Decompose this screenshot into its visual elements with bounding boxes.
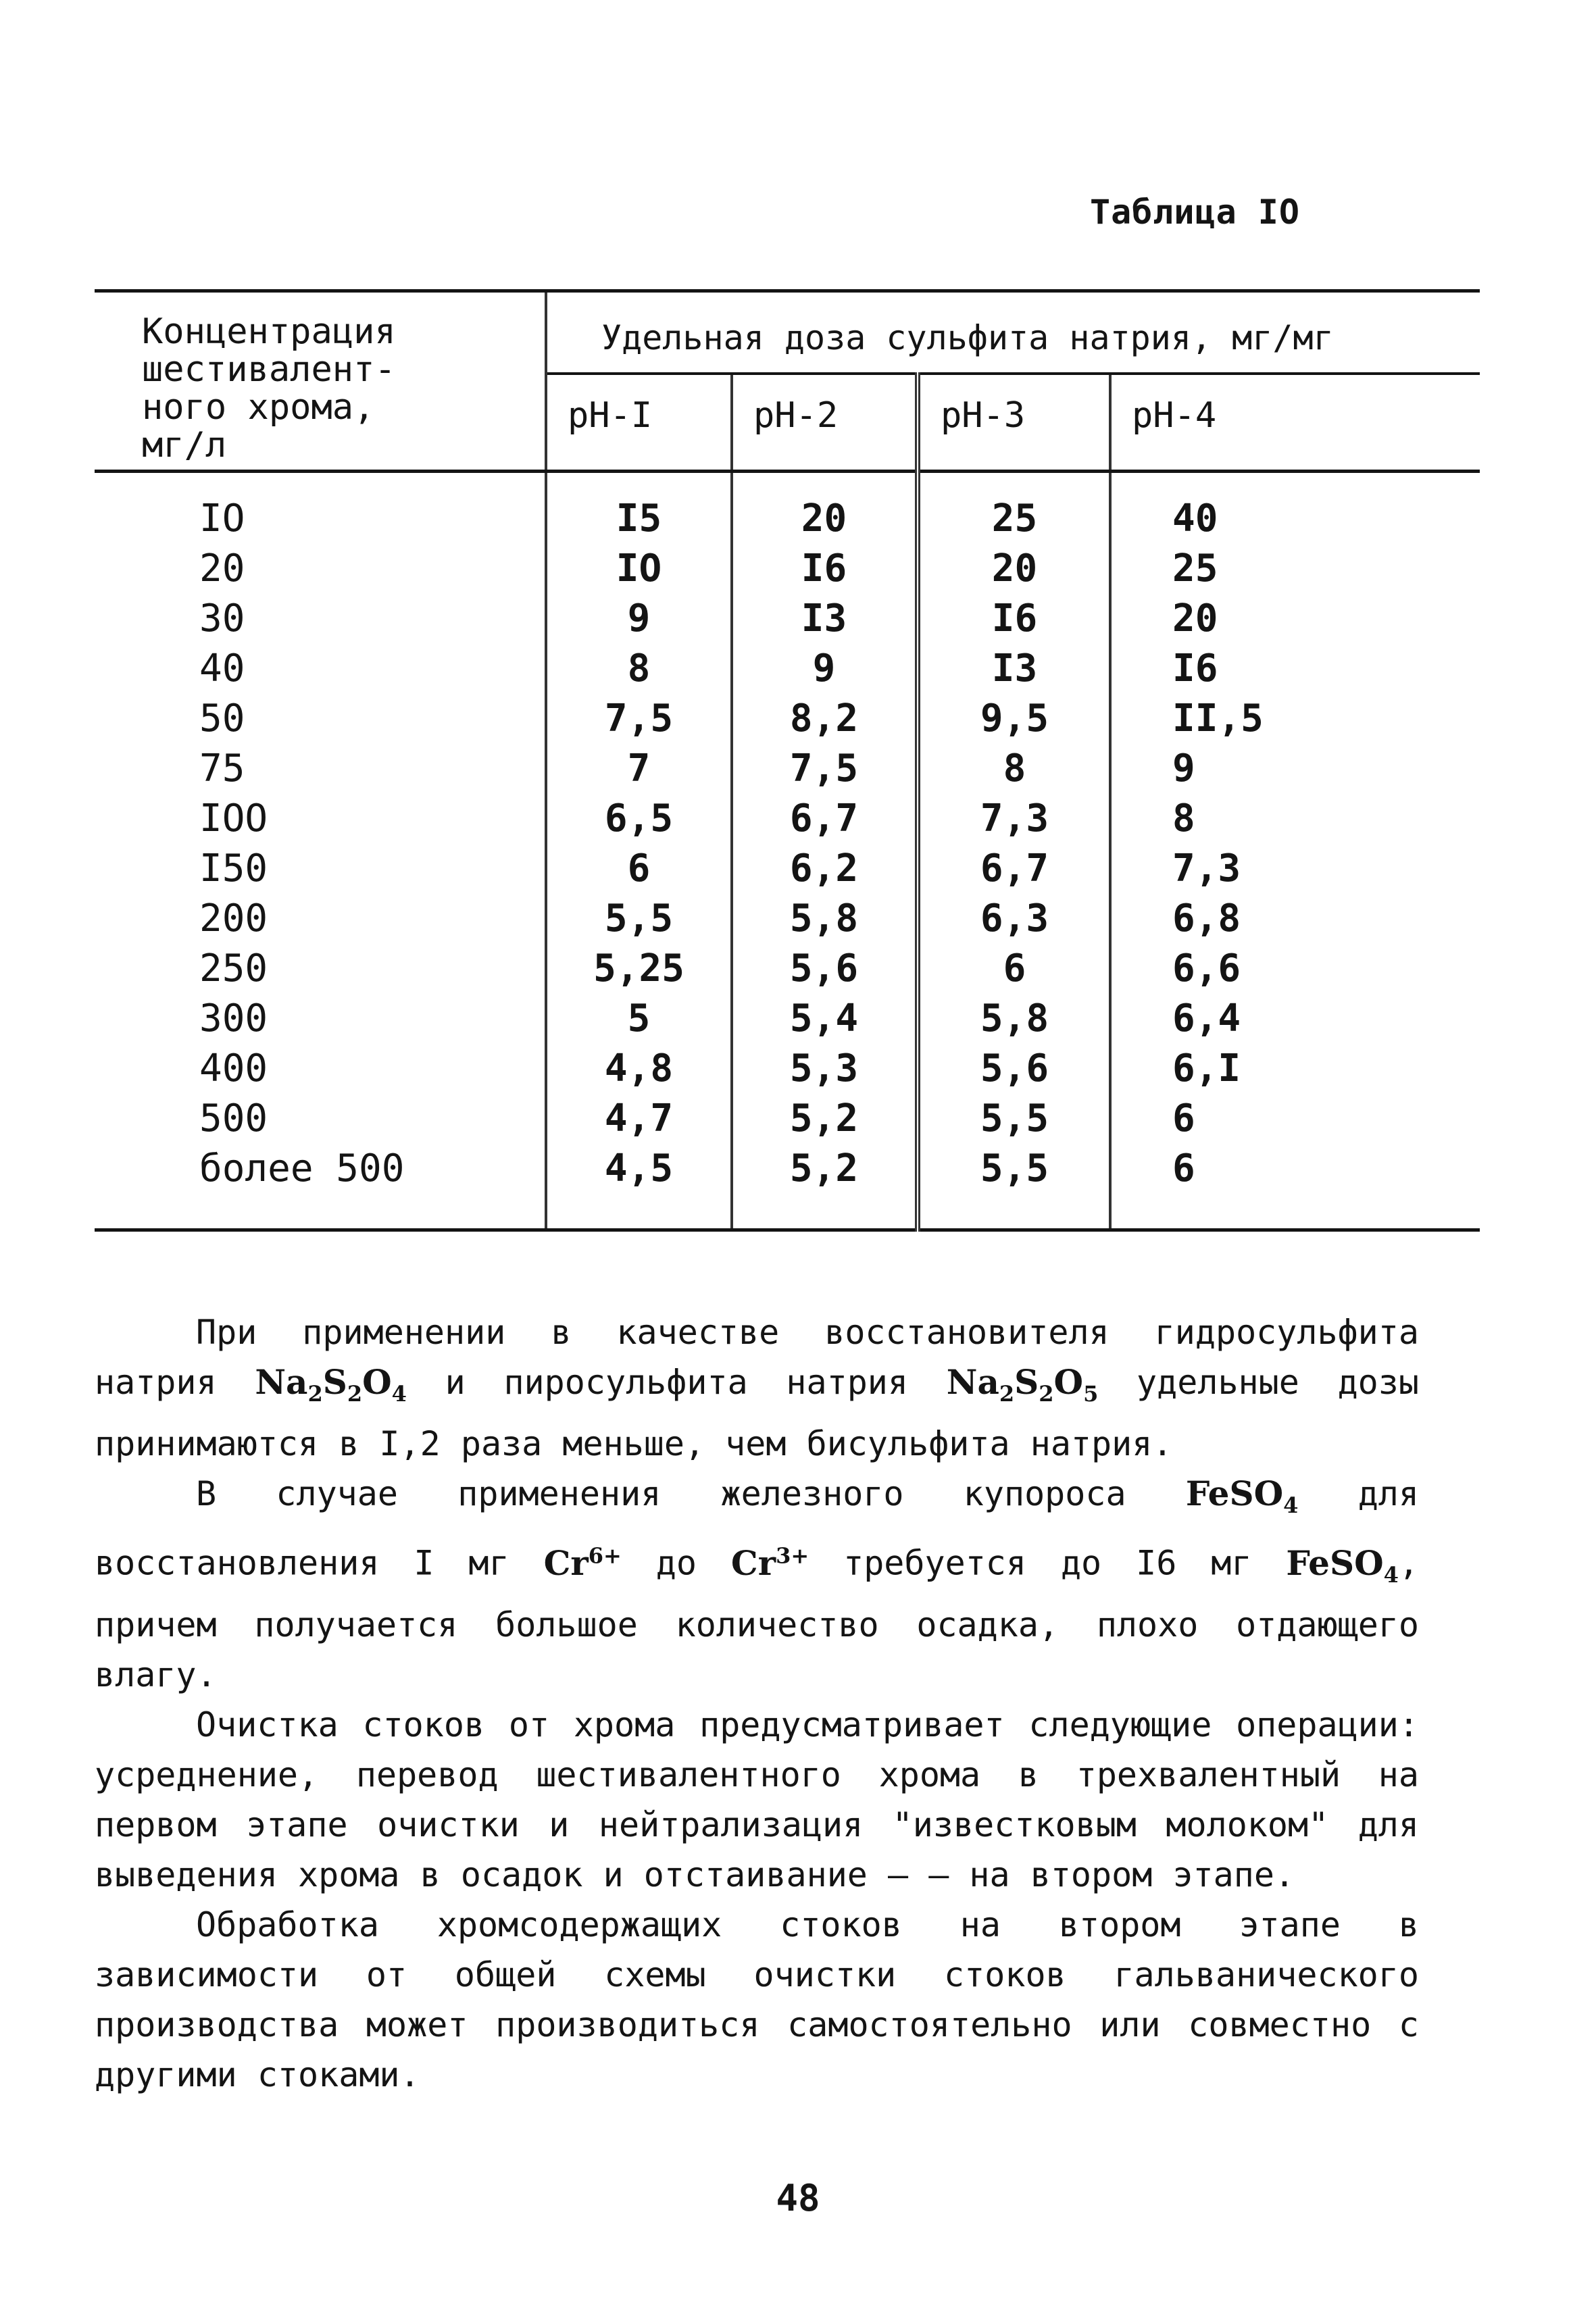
formula-na2s2o4: $Na_2S_2O_4$ <box>255 1362 407 1407</box>
formula-feso4-2: FeSO$_4$ <box>1286 1542 1399 1588</box>
table-row: IO I5 20 25 40 <box>95 472 1480 544</box>
table-row: 500 4,7 5,2 5,5 6 <box>95 1093 1480 1143</box>
table-row: более 500 4,5 5,2 5,5 6 <box>95 1143 1480 1230</box>
table-row: 40 8 9 I3 I6 <box>95 643 1480 693</box>
formula-cr3: $Cr^{3+}$ <box>730 1542 809 1583</box>
paragraph-treatment-operations: Очистка стоков от хрома предусматривает следующие операции: усреднение, перевод шестивалентного хрома в трехвалентный на первом этапе очистки и нейтрализация "известковым молоком" для выведения хрома в осадок и отстаивание – – на втором этапе. <box>95 1705 1419 1894</box>
table-row: 300 5 5,4 5,8 6,4 <box>95 993 1480 1043</box>
ph1-header: рН-I <box>546 374 732 472</box>
body-text <box>95 1307 1419 2100</box>
table-row: 50 7,5 8,2 9,5 II,5 <box>95 693 1480 743</box>
table-row: 200 5,5 5,8 6,3 6,8 <box>95 893 1480 943</box>
ph3-header: рН-3 <box>918 374 1110 472</box>
paragraph-second-stage: Обработка хромсодержащих стоков на втором этапе в зависимости от общей схемы очистки стоков гальванического производства может производиться самостоятельно или совместно с другими стоками. <box>95 1905 1419 2094</box>
formula-feso4: FeSO$_4$ <box>1185 1474 1299 1518</box>
table-row: 400 4,8 5,3 5,6 6,I <box>95 1043 1480 1093</box>
ph2-header: рН-2 <box>732 374 918 472</box>
paragraph-iron-sulfate: В случае применения железного купороса FeSO$_4$ для восстановления I мг $Cr^{6+}$ до $Cr^{3+}$ требуется до I6 мг FeSO$_4$, причем получается большое количество осадка, плохо отдающего влагу. <box>95 1474 1420 1694</box>
page-number: 48 <box>776 2177 820 2219</box>
dosage-table <box>95 289 1480 1232</box>
table-row: 250 5,25 5,6 6 6,6 <box>95 943 1480 993</box>
table-label: Таблица IO <box>1089 193 1300 232</box>
formula-cr6: $Cr^{6+}$ <box>543 1542 622 1583</box>
formula-na2s2o5: $Na_2S_2O_5$ <box>946 1362 1099 1407</box>
ph4-header: рН-4 <box>1110 374 1480 472</box>
table-row: 75 7 7,5 8 9 <box>95 743 1480 793</box>
table-row: 30 9 I3 I6 20 <box>95 593 1480 643</box>
paragraph-reductants: При применении в качестве восстановителя гидросульфита натрия $Na_2S_2O_4$ и пиросульфита натрия $Na_2S_2O_5$ удельные дозы принимаются в I,2 раза меньше, чем бисульфита натрия. <box>95 1313 1419 1463</box>
table-row: IOO 6,5 6,7 7,3 8 <box>95 793 1480 843</box>
dose-group-header: Удельная доза сульфита натрия, мг/мг <box>546 291 1480 374</box>
concentration-column-header: Концентрация шестивалент- ного хрома, мг/л <box>95 291 546 472</box>
table-row: 20 IO I6 20 25 <box>95 543 1480 593</box>
table-row: I50 6 6,2 6,7 7,3 <box>95 843 1480 893</box>
